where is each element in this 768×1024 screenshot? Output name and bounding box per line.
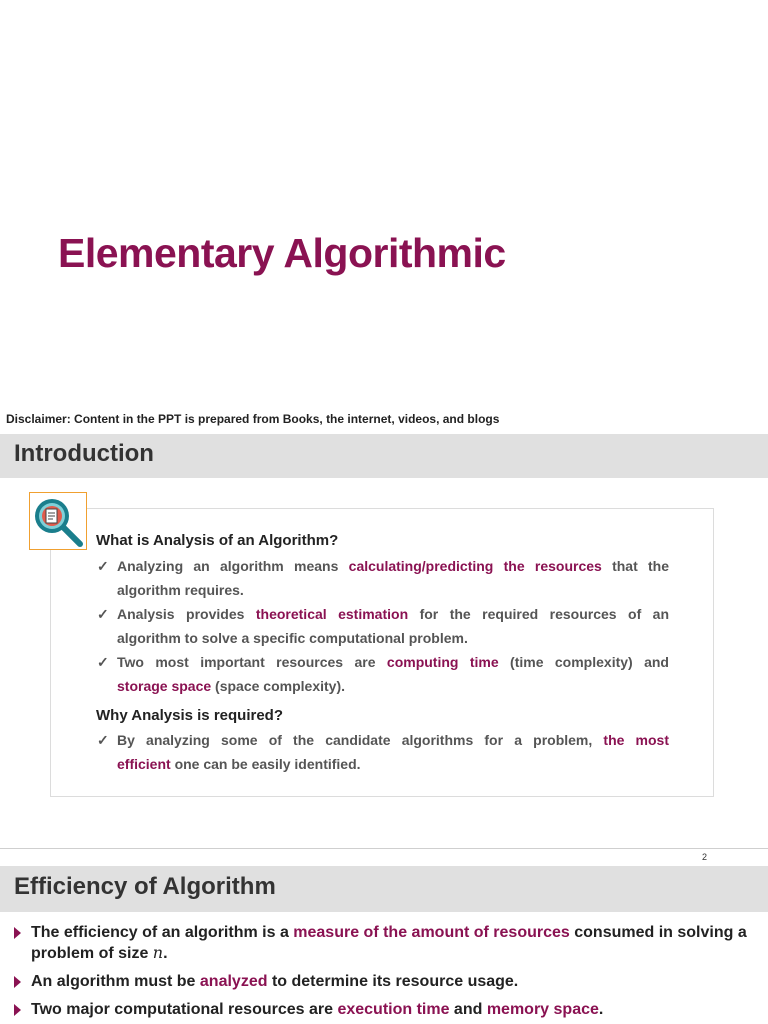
triangle-bullet-icon (14, 1004, 21, 1016)
title-slide (0, 0, 768, 432)
bullet-must-be-analyzed: An algorithm must be analyzed to determine its resource usage. (31, 972, 761, 992)
bullet-efficiency-definition: The efficiency of an algorithm is a measure of the amount of resources consumed in solving a problem of size n. (31, 923, 761, 964)
check-icon: ✓ (97, 654, 109, 670)
disclaimer-text: Disclaimer: Content in the PPT is prepared from Books, the internet, videos, and blogs (6, 412, 500, 426)
bullet-analyzing: ✓ Analyzing an algorithm means calculating/predicting the resources that the algorithm requires. (117, 554, 669, 602)
bullet-two-resources: ✓ Two most important resources are computing time (time complexity) and storage space (space complexity). (117, 650, 669, 698)
bullet-candidate-algorithms: ✓ By analyzing some of the candidate algorithms for a problem, the most efficient one can be easily identified. (117, 728, 669, 776)
check-icon: ✓ (97, 732, 109, 748)
efficiency-heading: Efficiency of Algorithm (14, 873, 276, 900)
bullet-analysis-provides: ✓ Analysis provides theoretical estimation for the required resources of an algorithm to solve a specific computational problem. (117, 602, 669, 650)
magnifier-document-icon (29, 492, 87, 550)
question-why-analysis: Why Analysis is required? (96, 707, 283, 724)
page-number: 2 (702, 852, 708, 862)
efficiency-header (0, 866, 768, 912)
check-icon: ✓ (97, 606, 109, 622)
bullet-major-resources: Two major computational resources are execution time and memory space. (31, 1000, 761, 1020)
introduction-heading: Introduction (14, 440, 154, 467)
check-icon: ✓ (97, 558, 109, 574)
triangle-bullet-icon (14, 976, 21, 988)
question-what-is-analysis: What is Analysis of an Algorithm? (96, 532, 339, 549)
triangle-bullet-icon (14, 927, 21, 939)
introduction-header (0, 434, 768, 478)
slide-title: Elementary Algorithmic (58, 230, 506, 276)
slide-separator (0, 848, 768, 849)
